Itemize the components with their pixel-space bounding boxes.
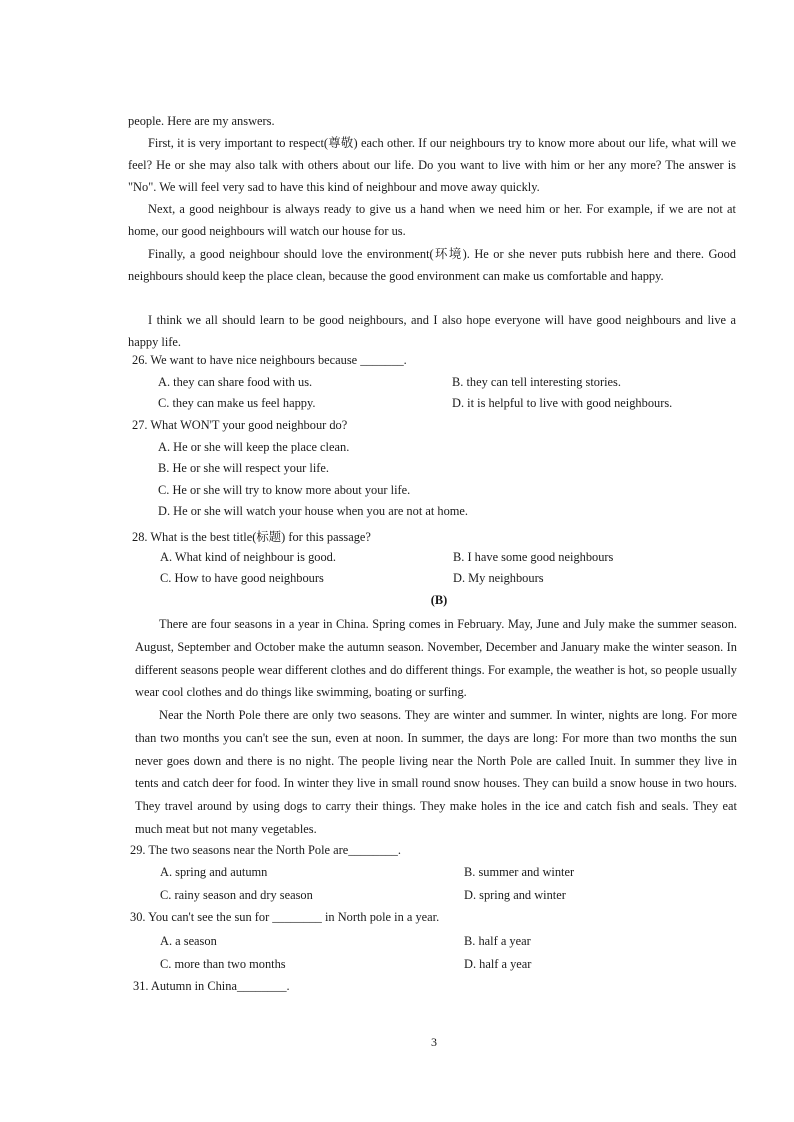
question-26-option-a: A. they can share food with us. bbox=[158, 375, 313, 389]
question-27-option-d: D. He or she will watch your house when you are not at home. bbox=[158, 504, 469, 518]
question-26-option-b: B. they can tell interesting stories. bbox=[452, 375, 621, 389]
question-29-option-b: B. summer and winter bbox=[464, 865, 575, 879]
question-27-stem: 27. What WON'T your good neighbour do? bbox=[132, 418, 348, 432]
question-29-option-c: C. rainy season and dry season bbox=[160, 888, 313, 902]
passage-a-paragraph: I think we all should learn to be good neighbours, and I also hope everyone will have good neighbours and live a happy life. bbox=[128, 313, 736, 349]
question-28-option-d: D. My neighbours bbox=[453, 571, 544, 585]
question-30-option-d: D. half a year bbox=[464, 957, 532, 971]
question-30-option-a: A. a season bbox=[160, 934, 217, 948]
passage-a-paragraph: Next, a good neighbour is always ready to give us a hand when we need him or her. For example, if we are not at home, our good neighbours will watch our house for us. bbox=[128, 202, 736, 238]
passage-b-paragraph: Near the North Pole there are only two seasons. They are winter and summer. In winter, nights are long. For more than two months you can't see the sun, even at noon. In summer, the days are long: For more than two months the sun never goes down and there is no night. The people living near the North Pole are called Inuit. In summer they live in tents and catch deer for food. In winter they live in small round snow houses. They can build a snow house in two hours. They travel around by using dogs to carry their things. They make holes in the ice and catch fish and seals. They eat much meat but not many vegetables. bbox=[135, 708, 737, 836]
passage-a-paragraph: people. Here are my answers. bbox=[128, 114, 275, 128]
passage-a-paragraph: Finally, a good neighbour should love the environment(环境). He or she never puts rubbish here and there. Good neighbours should keep the place clean, because the good environment can make us comfortable and happy. bbox=[128, 247, 736, 283]
question-26-option-d: D. it is helpful to live with good neighbours. bbox=[452, 396, 673, 410]
question-26-option-c: C. they can make us feel happy. bbox=[158, 396, 316, 410]
question-28-option-b: B. I have some good neighbours bbox=[453, 550, 614, 564]
question-29-option-d: D. spring and winter bbox=[464, 888, 566, 902]
question-30-option-c: C. more than two months bbox=[160, 957, 286, 971]
question-27-option-c: C. He or she will try to know more about your life. bbox=[158, 483, 411, 497]
question-29-stem: 29. The two seasons near the North Pole are________. bbox=[130, 843, 401, 857]
question-28-stem: 28. What is the best title(标题) for this passage? bbox=[132, 530, 371, 544]
passage-b-paragraph: There are four seasons in a year in China. Spring comes in February. May, June and July make the summer season. August, September and October make the autumn season. November, December and January make the winter season. In different seasons people wear different clothes and do different things. For example, the weather is hot, so people usually wear cool clothes and do things like swimming, boating or surfing. bbox=[135, 617, 737, 700]
question-30-stem: 30. You can't see the sun for ________ in North pole in a year. bbox=[130, 910, 440, 924]
question-30-option-b: B. half a year bbox=[464, 934, 531, 948]
passage-a-paragraph: First, it is very important to respect(尊敬) each other. If our neighbours try to know more about our life, what will we feel? He or she may also talk with others about our life. Do you want to live with him or her any more? The answer is "No". We will feel very sad to have this kind of neighbour and move away quickly. bbox=[128, 136, 736, 194]
question-27-option-b: B. He or she will respect your life. bbox=[158, 461, 330, 475]
question-27-option-a: A. He or she will keep the place clean. bbox=[158, 440, 350, 454]
question-28-option-a: A. What kind of neighbour is good. bbox=[160, 550, 336, 564]
section-b-heading: (B) bbox=[430, 593, 448, 607]
question-29-option-a: A. spring and autumn bbox=[160, 865, 268, 879]
question-31-stem: 31. Autumn in China________. bbox=[133, 979, 290, 993]
question-26-stem: 26. We want to have nice neighbours because _______. bbox=[132, 353, 407, 367]
question-28-option-c: C. How to have good neighbours bbox=[160, 571, 324, 585]
page-number: 3 bbox=[431, 1035, 437, 1049]
